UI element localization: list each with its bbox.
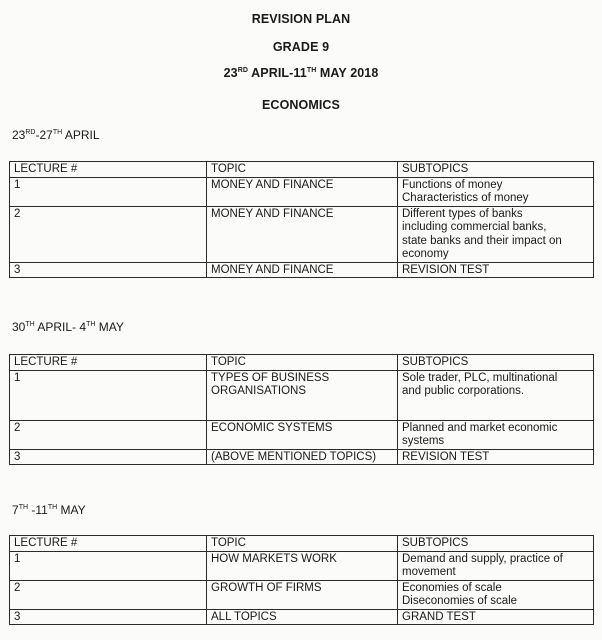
table-header-row [10,162,594,178]
week-1-table [9,161,594,278]
lecture-number: 1 [10,177,207,206]
header-subtopics: SUBTOPICS [398,162,594,178]
grade-label: GRADE 9 [272,40,330,54]
lecture-number: 2 [10,206,207,262]
lecture-number: 1 [10,370,207,420]
lecture-number: 3 [10,449,207,465]
table-row [10,609,594,625]
document-title: REVISION PLAN [251,12,351,26]
lecture-number: 2 [10,580,207,609]
table-row [10,370,594,420]
table-row [10,580,594,609]
week-2-label: 30TH APRIL- 4TH MAY [12,320,124,334]
topic-cell: MONEY AND FINANCE [207,262,398,278]
subtopics-cell: Functions of money Characteristics of money [398,177,594,206]
lecture-number: 3 [10,262,207,278]
header-subtopics: SUBTOPICS [398,536,594,552]
topic-cell: MONEY AND FINANCE [207,206,398,262]
header-lecture: LECTURE # [10,355,207,371]
lecture-number: 1 [10,551,207,580]
subtopics-cell: Economies of scale Diseconomies of scale [398,580,594,609]
subtopics-cell: Demand and supply, practice of movement [398,551,594,580]
topic-cell: GROWTH OF FIRMS [207,580,398,609]
table-row [10,262,594,278]
subtopics-cell: Different types of banks including commercial banks, state banks and their impact on economy [398,206,594,262]
topic-cell: (ABOVE MENTIONED TOPICS) [207,449,398,465]
header-topic: TOPIC [207,162,398,178]
subtopics-cell: GRAND TEST [398,609,594,625]
topic-cell: TYPES OF BUSINESS ORGANISATIONS [207,370,398,420]
header-lecture: LECTURE # [10,536,207,552]
subtopics-cell: Planned and market economic systems [398,420,594,449]
table-row [10,420,594,449]
header-lecture: LECTURE # [10,162,207,178]
subject-label: ECONOMICS [262,98,340,112]
lecture-number: 2 [10,420,207,449]
topic-cell: HOW MARKETS WORK [207,551,398,580]
table-row [10,551,594,580]
table-row [10,177,594,206]
week-3-table [9,535,594,625]
topic-cell: ECONOMIC SYSTEMS [207,420,398,449]
week-2-table [9,354,594,465]
table-row [10,449,594,465]
date-range: 23RD APRIL-11TH MAY 2018 [223,66,379,80]
table-row [10,206,594,262]
subtopics-cell: REVISION TEST [398,449,594,465]
topic-cell: MONEY AND FINANCE [207,177,398,206]
table-header-row [10,355,594,371]
header-subtopics: SUBTOPICS [398,355,594,371]
header-topic: TOPIC [207,536,398,552]
subtopics-cell: REVISION TEST [398,262,594,278]
week-3-label: 7TH -11TH MAY [12,503,86,517]
header-topic: TOPIC [207,355,398,371]
table-header-row [10,536,594,552]
topic-cell: ALL TOPICS [207,609,398,625]
subtopics-cell: Sole trader, PLC, multinational and public corporations. [398,370,594,420]
lecture-number: 3 [10,609,207,625]
week-1-label: 23RD-27TH APRIL [12,128,100,142]
